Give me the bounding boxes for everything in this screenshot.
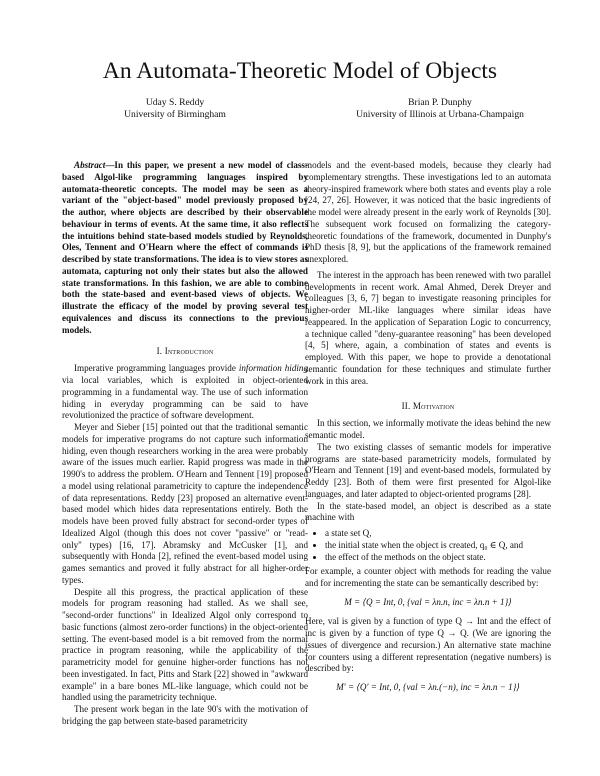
intro-paragraph-1 — [62, 363, 308, 422]
abstract-text: —In this paper, we present a new model of class-based Algol-like programming languages inspired by automata-theoretic concepts. The model may be seen as a variant of the "object-based" model previously proposed by the author, where objects are described by their observable behaviour in terms of events. At the same time, it also reflects the intuitions behind state-based models studied by Reynolds, Oles, Tennent and O'Hearn where the effect of commands is described by state transformations. The idea is to view stores as automata, capturing not only their states but also the allowed state transformations. In this fashion, we are able to combine both the state-based and event-based views of objects. We illustrate the efficacy of the model by proving several test equivalences and discuss its connections to the previous models. — [62, 160, 308, 335]
section-title: Motivation — [412, 401, 455, 412]
motivation-paragraph-4: For example, a counter object with methods for reading the value and for incrementing the state can be semantically described by: — [305, 566, 551, 588]
motivation-paragraph-5: Here, val is given by a function of type Q → Int and the effect of inc is given by a function of type Q → Q. (We are ignoring the issues of divergence and recursion.) An alternative state machine for counters using a different representation (negative numbers) is described by: — [305, 616, 551, 674]
state-machine-list — [305, 527, 551, 563]
equation-counter: M = ⟨Q = Int, 0, {val = λn.n, inc = λn.n + 1}⟩ — [344, 596, 512, 607]
intro-paragraph-3: Despite all this progress, the practical application of these models for program reasoning had stalled. As we shall see, "second-order functions" in Idealized Algol only correspond to basic functions (almost zero-order functions) in the object-oriented setting. The event-based model is a bit removed from the normal practice in program reasoning, while the applicability of the parametricity model for genuine higher-order functions has not been investigated. In fact, Pitts and Stark [22] showed in "awkward example" in a bare bones ML-like language, which could not be handled using the parametricity technique. — [62, 586, 308, 703]
abstract-label: Abstract — [74, 160, 106, 170]
left-column — [62, 160, 308, 728]
author-affiliation: University of Illinois at Urbana-Champaign — [356, 109, 524, 120]
section-heading-motivation — [305, 401, 551, 412]
section-number: I. — [156, 346, 163, 357]
author-affiliation: University of Birmingham — [124, 109, 226, 120]
text-run: via local variables, which is exploited in object-oriented programming in a fundamental way. The use of such information hiding in everyday programming can be said to have revolutionized the practice of software development. — [62, 375, 308, 421]
abstract-paragraph — [62, 160, 308, 336]
paper-title: An Automata-Theoretic Model of Objects — [102, 58, 498, 84]
section-title: Introduction — [164, 346, 214, 357]
motivation-paragraph-2: The two existing classes of semantic models for imperative programs are state-based parametricity models, formulated by O'Hearn and Tennent [19] and event-based models, formulated by Reddy [23]. Both of them were first presented for Algol-like languages, and later adapted to object-oriented programs [28]. — [305, 441, 551, 499]
equation-counter-alt: M′ = ⟨Q′ = Int, 0, {val = λn.(−n), inc = λn.n − 1}⟩ — [336, 682, 520, 692]
intro-paragraph-4: The present work began in the late 90's with the motivation of bridging the gap between state-based parametricity — [62, 704, 308, 726]
section-heading-introduction — [62, 346, 308, 357]
intro-paragraph-4-continued: models and the event-based models, because they clearly had complementary strengths. These investigations led to an automata theory-inspired framework where both states and events play a role [24, 27, 26]. However, it was noticed that the basic ingredients of the model were already present in the early work of Reynolds [30]. The subsequent work focused on formalizing the category-theoretic foundations of the framework, documented in Dunphy's PhD thesis [8, 9], but the applications of the framework remained unexplored. — [305, 160, 551, 264]
motivation-paragraph-3: In the state-based model, an object is described as a state machine with — [305, 500, 551, 523]
intro-paragraph-2: Meyer and Sieber [15] pointed out that the traditional semantic models for imperative programs do not capture such information hiding, even though researchers working in the area were probably aware of the issues much earlier. Rapid progress was made in the 1990's to address the problem. O'Hearn and Tennent [19] proposed a model using relational parametricity to capture the independence of data representations. Reddy [23] proposed an alternative event-based model which hides data representations entirely. Both the models have been proved fully abstract for second-order types of Idealized Algol (though this does not cover "passive" or "read-only" types) [16, 17]. Abramsky and McCusker [1], and subsequently with Honda [2], refined the event-based model using games semantics and proved it fully abstract for all higher-order types. — [62, 422, 308, 585]
list-item: • the initial state when the object is created, q₀ ∈ Q, and — [325, 539, 551, 551]
author-block-1 — [95, 97, 255, 121]
emphasis-text: information hiding — [238, 363, 309, 374]
motivation-paragraph-1: In this section, we informally motivate the ideas behind the new semantic model. — [305, 418, 551, 440]
section-number: II. — [401, 401, 411, 412]
text-run: Imperative programming languages provide — [74, 363, 239, 374]
list-item: • a state set Q, — [325, 527, 551, 539]
right-column — [305, 160, 551, 702]
intro-paragraph-5: The interest in the approach has been renewed with two parallel developments in recent work. Amal Ahmed, Derek Dreyer and colleagues [3, 6, 7] began to investigate reasoning principles for higher-order ML-like languages where similar ideas have reappeared. In the application of Separation Logic to concurrency, a technique called "deny-guarantee reasoning" has been developed [4, 5] where, again, a combination of states and events is employed. With this paper, we hope to provide a denotational semantic foundation for these techniques and stimulate further work in this area. — [305, 269, 551, 386]
author-name: Uday S. Reddy — [145, 97, 205, 108]
list-item: • the effect of the methods on the object state. — [325, 551, 551, 563]
author-block-2 — [330, 97, 550, 121]
author-name: Brian P. Dunphy — [408, 97, 472, 108]
